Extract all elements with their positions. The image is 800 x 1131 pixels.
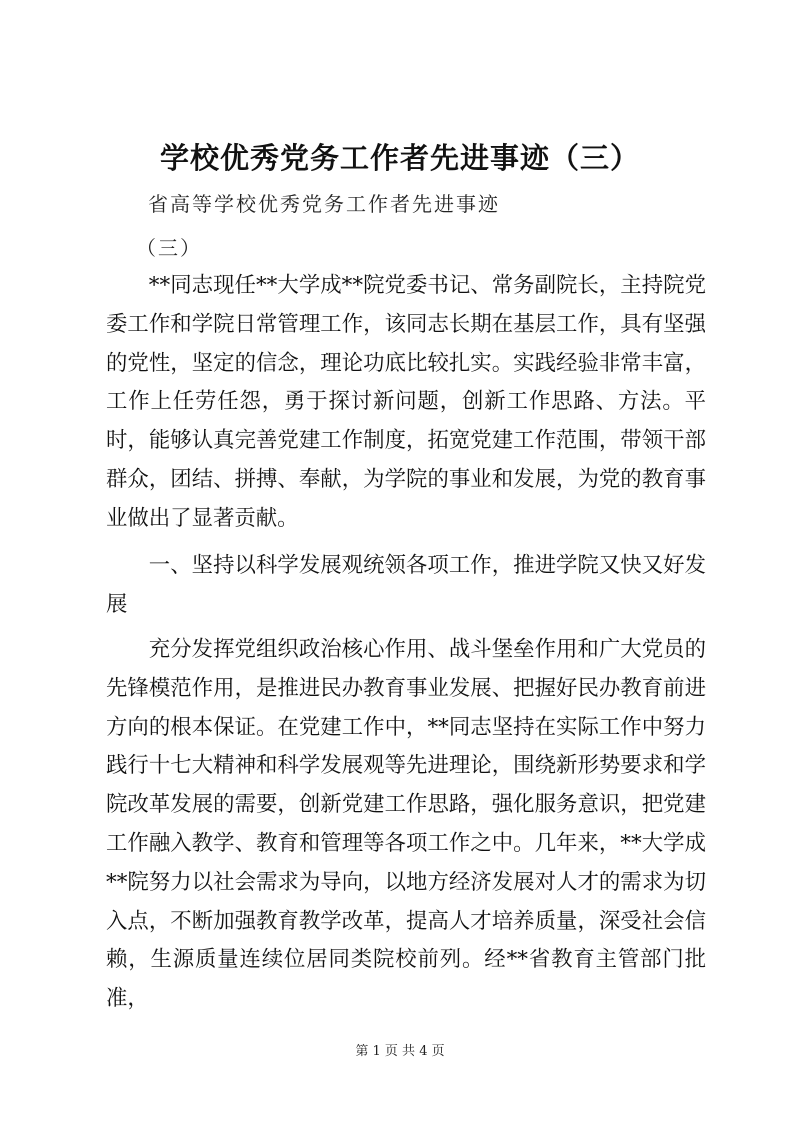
paragraph-text: 充分发挥党组织政治核心作用、战斗堡垒作用和广大党员的先锋模范作用，是推进民办教育事业发展、把握好民办教育前进方向的根本保证。在党建工作中，**同志坚持在实际工作中努力践行十七大精神和科学发展观等先进理论，围绕新形势要求和学院改革发展的需要，创新党建工作思路，强化服务意识，把党建工作融入教学、教育和管理等各项工作之中。几年来，**大学成**院努力以社会需求为导向，以地方经济发展对人才的需求为切入点，不断加强教育教学改革，提高人才培养质量，深受社会信赖，生源质量连续位居同类院校前列。经**省教育主管部门批准， — [106, 637, 706, 1012]
body-paragraph-2 — [106, 631, 706, 1019]
section-mark: （三） — [136, 236, 202, 260]
page-footer: 第 1 页 共 4 页 — [355, 1044, 445, 1059]
body-paragraph-1 — [106, 267, 706, 539]
paragraph-text: **同志现任**大学成**院党委书记、常务副院长，主持院党委工作和学院日常管理工作，该同志长期在基层工作，具有坚强的党性，坚定的信念，理论功底比较扎实。实践经验非常丰富，工作上任劳任怨，勇于探讨新问题，创新工作思路、方法。平时，能够认真完善党建工作制度，拓宽党建工作范围，带领干部群众，团结、拼搏、奉献，为学院的事业和发展，为党的教育事业做出了显著贡献。 — [106, 273, 706, 531]
document-subtitle: 省高等学校优秀党务工作者先进事迹 — [148, 192, 500, 216]
document-title: 学校优秀党务工作者先进事迹（三） — [159, 141, 640, 175]
section-heading-1 — [106, 547, 706, 625]
paragraph-text: 一、坚持以科学发展观统领各项工作，推进学院又快又好发展 — [106, 553, 706, 617]
